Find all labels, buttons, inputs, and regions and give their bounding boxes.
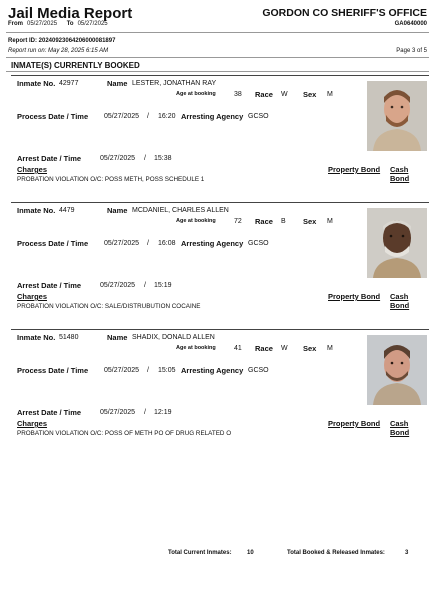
charge-text: PROBATION VIOLATION O/C: POSS METH, POSS SCHEDULE 1 xyxy=(17,176,205,183)
inmate-no-label: Inmate No. xyxy=(17,333,56,342)
property-bond-link[interactable]: Property Bond xyxy=(328,419,381,428)
inmate-no: 4479 xyxy=(59,207,75,214)
inmate-record xyxy=(11,202,429,326)
age-label: Age at booking xyxy=(176,218,216,224)
inmate-age: 72 xyxy=(234,218,242,225)
inmate-record xyxy=(11,329,429,453)
time-separator: / xyxy=(147,113,149,120)
process-time: 16:20 xyxy=(158,113,176,120)
inmate-record xyxy=(11,75,429,199)
inmate-sex: M xyxy=(327,91,333,98)
cash-bond-link[interactable]: Cash Bond xyxy=(390,292,410,310)
property-bond-link[interactable]: Property Bond xyxy=(328,292,381,301)
arrest-time: 12:19 xyxy=(154,409,172,416)
time-separator: / xyxy=(144,155,146,162)
inmate-race: W xyxy=(281,91,288,98)
from-date: 05/27/2025 xyxy=(27,21,58,27)
process-time: 16:08 xyxy=(158,240,176,247)
sex-label: Sex xyxy=(303,217,317,226)
name-label: Name xyxy=(107,206,128,215)
total-booked-value: 3 xyxy=(405,550,409,556)
arresting-label: Arresting Agency xyxy=(181,239,244,248)
inmate-no-label: Inmate No. xyxy=(17,206,56,215)
process-label: Process Date / Time xyxy=(17,239,89,248)
age-label: Age at booking xyxy=(176,91,216,97)
inmate-name: LESTER, JONATHAN RAY xyxy=(132,80,217,87)
process-time: 15:05 xyxy=(158,367,176,374)
name-label: Name xyxy=(107,79,128,88)
inmate-no: 51480 xyxy=(59,334,79,341)
inmate-age: 38 xyxy=(234,91,242,98)
inmate-sex: M xyxy=(327,218,333,225)
time-separator: / xyxy=(147,240,149,247)
agency-name: GORDON CO SHERIFF'S OFFICE xyxy=(262,7,427,19)
report-id: Report ID: 20240923064206000081897 xyxy=(8,38,116,44)
arrest-time: 15:38 xyxy=(154,155,172,162)
total-current-label: Total Current Inmates: xyxy=(168,550,232,556)
inmate-no-label: Inmate No. xyxy=(17,79,56,88)
to-date: 05/27/2025 xyxy=(77,21,108,27)
page-number: Page 3 of 5 xyxy=(396,48,427,54)
name-label: Name xyxy=(107,333,128,342)
record-divider xyxy=(11,202,429,203)
process-date: 05/27/2025 xyxy=(104,113,140,120)
charges-label: Charges xyxy=(17,292,48,301)
time-separator: / xyxy=(144,282,146,289)
arresting-agency: GCSO xyxy=(248,113,269,120)
time-separator: / xyxy=(144,409,146,416)
arresting-agency: GCSO xyxy=(248,240,269,247)
inmate-race: W xyxy=(281,345,288,352)
time-separator: / xyxy=(147,367,149,374)
process-date: 05/27/2025 xyxy=(104,367,140,374)
inmate-name: SHADIX, DONALD ALLEN xyxy=(132,334,215,341)
section-title: INMATE(S) CURRENTLY BOOKED xyxy=(11,61,140,70)
cash-bond-link[interactable]: Cash Bond xyxy=(390,165,410,183)
charges-label: Charges xyxy=(17,419,48,428)
process-date: 05/27/2025 xyxy=(104,240,140,247)
header-divider xyxy=(6,32,429,33)
arrest-label: Arrest Date / Time xyxy=(17,408,82,417)
arrest-date: 05/27/2025 xyxy=(100,282,136,289)
charge-text: PROBATION VIOLATION O/C: POSS OF METH PO OF DRUG RELATED O xyxy=(17,430,232,437)
inmate-race: B xyxy=(281,218,286,225)
property-bond-link[interactable]: Property Bond xyxy=(328,165,381,174)
arrest-date: 05/27/2025 xyxy=(100,155,136,162)
charge-text: PROBATION VIOLATION O/C: SALE/DISTRUBUTION COCAINE xyxy=(17,303,201,310)
date-range xyxy=(8,21,108,27)
total-current-value: 10 xyxy=(247,550,254,556)
inmate-age: 41 xyxy=(234,345,242,352)
total-booked-label: Total Booked & Released Inmates: xyxy=(287,550,385,556)
arresting-label: Arresting Agency xyxy=(181,366,244,375)
race-label: Race xyxy=(255,344,273,353)
charges-label: Charges xyxy=(17,165,48,174)
race-label: Race xyxy=(255,90,273,99)
record-divider xyxy=(11,75,429,76)
report-title: Jail Media Report xyxy=(8,5,133,22)
arrest-date: 05/27/2025 xyxy=(100,409,136,416)
arrest-time: 15:19 xyxy=(154,282,172,289)
process-label: Process Date / Time xyxy=(17,366,89,375)
race-label: Race xyxy=(255,217,273,226)
arrest-label: Arrest Date / Time xyxy=(17,281,82,290)
record-divider xyxy=(11,329,429,330)
mugshot-photo xyxy=(367,208,427,278)
cash-bond-link[interactable]: Cash Bond xyxy=(390,419,410,437)
arresting-label: Arresting Agency xyxy=(181,112,244,121)
mugshot-photo xyxy=(367,81,427,151)
arresting-agency: GCSO xyxy=(248,367,269,374)
section-divider-bottom xyxy=(6,71,429,72)
sex-label: Sex xyxy=(303,90,317,99)
inmate-sex: M xyxy=(327,345,333,352)
age-label: Age at booking xyxy=(176,345,216,351)
to-label: To xyxy=(66,21,74,27)
mugshot-photo xyxy=(367,335,427,405)
arrest-label: Arrest Date / Time xyxy=(17,154,82,163)
agency-code: GA0640000 xyxy=(394,21,427,27)
sex-label: Sex xyxy=(303,344,317,353)
section-divider xyxy=(6,57,429,58)
inmate-no: 42977 xyxy=(59,80,79,87)
process-label: Process Date / Time xyxy=(17,112,89,121)
from-label: From xyxy=(8,21,23,27)
inmate-name: MCDANIEL, CHARLES ALLEN xyxy=(132,207,229,214)
report-run-time: Report run on: May 28, 2025 6:15 AM xyxy=(8,48,109,54)
